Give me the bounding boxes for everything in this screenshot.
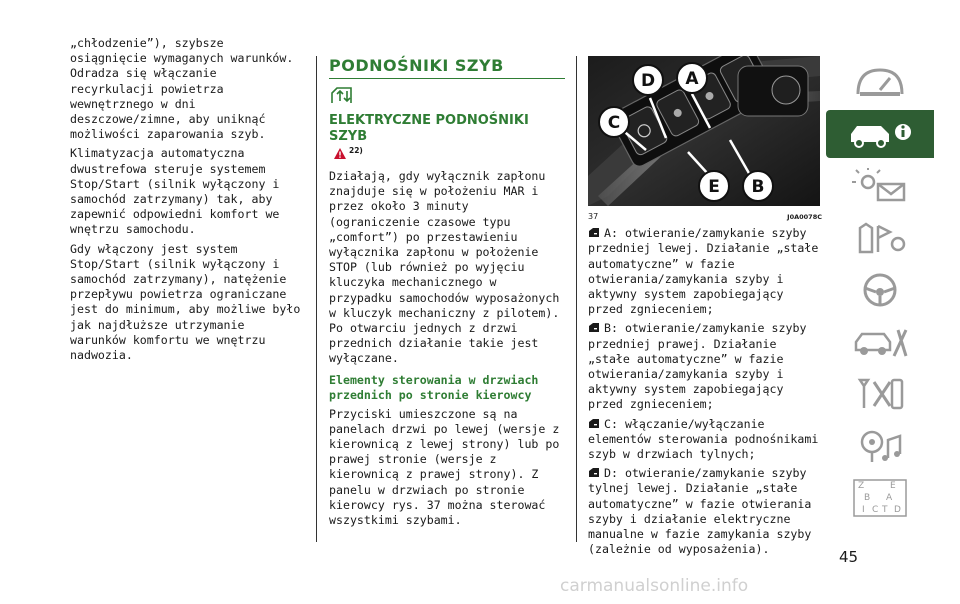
svg-text:Z: Z (858, 481, 865, 491)
tools-icon (850, 376, 910, 412)
figure-label: C (607, 113, 621, 133)
sidebar-item-steering[interactable] (826, 266, 934, 314)
dashboard-icon (850, 64, 910, 100)
section-subtitle: ELEKTRYCZNE PODNOŚNIKI SZYB (329, 113, 529, 144)
list-item (588, 466, 822, 557)
left-column (70, 36, 302, 367)
list-item-text: A: otwieranie/zamykanie szyby przedniej lewej. Działanie „stałe automatyczne” w fazie otwierania/zamykania szyby i aktywny system zapobiegający przed zgnieceniem; (588, 226, 819, 317)
door-switch-panel-photo (588, 56, 820, 206)
paragraph: Przyciski umieszczone są na panelach drzwi po lewej (wersje z kierownicą z lewej strony) lub po prawej stronie (wersje z kierownicą z prawej strony). Z panelu w drzwiach po stronie kierowcy rys. 37 można sterować wszystkimi szybami. (329, 406, 560, 528)
car-door-icon (588, 227, 600, 238)
list-item-text: D: otwieranie/zamykanie szyby tylnej lewej. Działanie „stałe automatyczne” w fazie otwierania szyby i działanie elektryczne manualne w fazie zamykania szyby (zależnie od wyposażenia). (588, 466, 812, 557)
lights-icon (850, 168, 910, 204)
sidebar-item-safety[interactable] (826, 214, 934, 262)
service-icon (850, 324, 910, 360)
subsection-heading: Elementy sterowania w drzwiach przednich po stronie kierowcy (329, 372, 539, 402)
sidebar-nav (826, 58, 934, 526)
title-rule (329, 78, 565, 79)
figure-label: D (640, 71, 656, 91)
steering-wheel-icon (850, 272, 910, 308)
multimedia-icon (850, 428, 910, 464)
svg-text:C: C (872, 505, 879, 515)
section-title: PODNOŚNIKI SZYB (329, 56, 504, 75)
safety-icon (850, 220, 910, 256)
sidebar-item-dashboard[interactable] (826, 58, 934, 106)
svg-text:E: E (890, 481, 896, 491)
car-door-icon (588, 322, 600, 333)
list-item-text: B: otwieranie/zamykanie szyby przedniej prawej. Działanie „stałe automatyczne” w fazie otwierania/zamykania szyby i aktywny system zapobiegający przed zgnieceniem; (588, 321, 807, 412)
list-item (588, 321, 822, 412)
svg-text:I: I (862, 505, 865, 515)
warning-number: 22) (349, 146, 363, 155)
column-divider (316, 56, 317, 542)
figure-number: 37 (588, 212, 599, 222)
column-divider (576, 56, 577, 542)
warning-reference (333, 147, 565, 167)
figure-code: J0A0078C (787, 213, 822, 222)
figure-label: B (751, 177, 765, 197)
paragraph: Klimatyzacja automatyczna dwustrefowa steruje systemem Stop/Start (silnik wyłączony i samochód zatrzymany) tak, aby zapewnić odpowiedni komfort we wnętrzu samochodu. (70, 146, 280, 237)
svg-text:D: D (894, 505, 901, 515)
paragraph: Działają, gdy wyłącznik zapłonu znajduje się w położeniu MAR i przez około 3 minuty (ograniczenie czasowe typu „comfort”) po przestawieniu wyłącznika zapłonu w położenie STOP (lub również po wyjęciu kluczyka mechanicznego w przypadku samochodów wyposażonych w kluczyk mechaniczny z pilotem). Po otwarciu jednych z drzwi przednich działanie takie jest wyłączane. (329, 169, 560, 366)
paragraph: „chłodzenie”), szybsze osiągnięcie wymaganych warunków. Odradza się włączanie recyrkulacji powietrza wewnętrznego w dni deszczowe/zimne, aby uniknąć możliwości zaparowania szyb. (70, 36, 294, 142)
sidebar-item-car-info[interactable] (826, 110, 934, 158)
paragraph: Gdy włączony jest system Stop/Start (silnik wyłączony i samochód zatrzymany), natężenie przepływu powietrza ograniczane jest do minimum, aby możliwe było jak najdłuższe utrzymanie warunków komfortu we wnętrzu nadwozia. (70, 241, 301, 363)
sidebar-item-tools[interactable] (826, 370, 934, 418)
sidebar-item-lights[interactable] (826, 162, 934, 210)
right-column (588, 56, 822, 561)
sidebar-item-service[interactable] (826, 318, 934, 366)
svg-text:B: B (864, 493, 871, 503)
figure-label: E (708, 177, 720, 197)
svg-text:T: T (882, 505, 888, 515)
svg-text:A: A (886, 493, 893, 503)
window-lift-icon (329, 85, 565, 105)
page-number: 45 (839, 548, 859, 566)
car-info-icon (845, 116, 915, 152)
figure-caption (588, 211, 822, 223)
car-door-icon (588, 467, 600, 478)
index-icon (850, 478, 910, 518)
sidebar-item-index[interactable] (826, 474, 934, 522)
car-door-icon (588, 418, 600, 429)
list-item-text: C: włączanie/wyłączanie elementów sterowania podnośnikami szyb w drzwiach tylnych; (588, 416, 819, 462)
warning-icon (333, 147, 347, 160)
sidebar-item-multimedia[interactable] (826, 422, 934, 470)
list-item (588, 417, 822, 463)
list-item (588, 226, 822, 317)
figure-label: A (685, 69, 699, 89)
watermark: carmanualsonline.info (560, 576, 749, 596)
middle-column (329, 56, 565, 532)
